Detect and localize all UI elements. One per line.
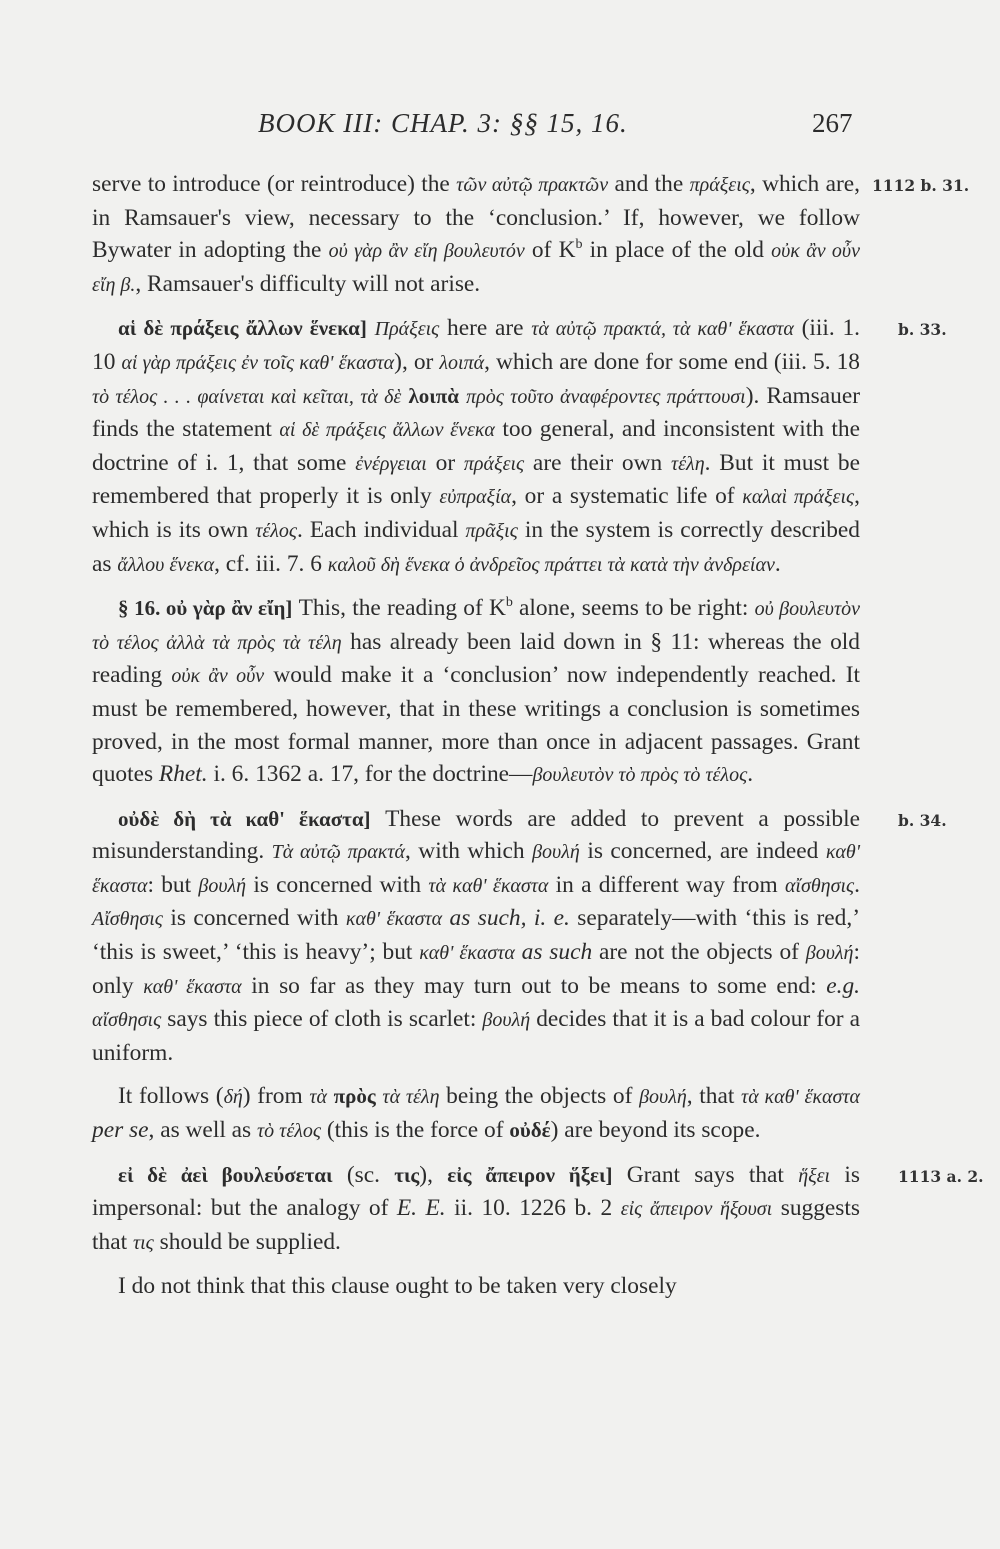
greek-text-bold: οὐδέ — [509, 1118, 551, 1143]
margin-reference-1: 1112 b. 31. — [872, 176, 970, 195]
greek-text: βουλή — [805, 942, 854, 965]
greek-text: ἐνέργειαι — [355, 452, 427, 475]
text — [327, 1083, 334, 1109]
greek-text: τὰ καθ' ἕκαστα — [741, 1086, 860, 1109]
text: ii. 10. 1226 b. 2 — [445, 1195, 621, 1222]
greek-text-bold: πρὸς — [333, 1084, 376, 1109]
commentary-text — [92, 168, 984, 1303]
text: , or a systematic life of — [511, 483, 743, 510]
greek-text: τὰ αὐτῷ πρακτά, τὰ καθ' ἕκαστα — [531, 318, 794, 341]
greek-text: ἥξει — [798, 1164, 831, 1187]
text: , as well as — [148, 1117, 257, 1144]
greek-text: τέλη — [671, 452, 705, 475]
paragraph-5 — [92, 1080, 860, 1147]
text: should be supplied. — [153, 1228, 341, 1255]
text: Grant says that — [612, 1161, 799, 1188]
greek-text-bold: λοιπὰ — [408, 383, 460, 408]
text: in so far as they may turn out to be means to some end: — [241, 972, 827, 999]
italic-text: e.g. — [826, 972, 860, 999]
greek-text: αἱ δὲ πράξεις ἄλλων ἕνεκα — [279, 419, 495, 442]
greek-text: πρᾶξις — [465, 519, 518, 542]
text: says this piece of cloth is scarlet: — [161, 1006, 483, 1033]
lemma: εἰ δὲ ἀεὶ βουλεύσεται — [118, 1162, 333, 1187]
running-header — [0, 108, 1000, 148]
greek-text: πράξεις — [689, 174, 750, 196]
text: , which are, in Ramsauer's view, necessary to the ‘conclusion.’ If, however, we follow Bywater in adopting the — [92, 171, 860, 264]
text: , cf. iii. 7. 6 — [214, 550, 328, 577]
text: . — [747, 761, 754, 788]
text: is concerned with — [162, 905, 346, 932]
greek-text: αἴσθησις — [92, 1009, 162, 1032]
lemma: εἰς ἄπειρον ἥξει] — [447, 1162, 613, 1187]
text: , Ramsauer's difficulty will not arise. — [135, 270, 481, 297]
greek-text: αἴσθησις — [784, 874, 855, 897]
text: separately—with ‘this is red,’ ‘this is sweet,’ ‘this is heavy’; but — [92, 905, 860, 966]
superscript: b — [575, 237, 583, 253]
greek-text: λοιπά — [439, 351, 485, 374]
paragraph-6 — [92, 1159, 984, 1260]
greek-text: τῶν αὐτῷ πρακτῶν — [456, 174, 609, 196]
text: , which are done for some end (iii. 5. 18 — [484, 348, 860, 375]
greek-text: οὐκ ἂν οὖν — [171, 665, 265, 688]
greek-text: τὰ τέλη — [382, 1086, 440, 1109]
greek-text: βουλή — [198, 874, 247, 897]
text: has already been laid down in § 11: whereas the old reading — [92, 628, 860, 689]
text: is concerned with — [246, 871, 429, 898]
text: too general, and inconsistent with the doctrine of i. 1, that some — [92, 416, 860, 476]
text: , with which — [404, 838, 533, 865]
margin-reference-4: 1113 a. 2. — [898, 1166, 984, 1186]
text: being the objects of — [439, 1083, 640, 1110]
greek-text: Αἴσθησις — [92, 908, 163, 931]
greek-text: καθ' ἕκαστα — [92, 841, 861, 897]
text: decides that it is a bad colour for a uniform. — [92, 1006, 860, 1066]
italic-text: E. E. — [396, 1195, 446, 1222]
greek-text: τὰ καθ' ἕκαστα — [428, 874, 549, 897]
paragraph-2 — [92, 312, 947, 581]
text: (iii. 1. 10 — [92, 315, 860, 375]
text: These words are added to prevent a possible misunderstanding. — [92, 805, 860, 865]
text: would make it a ‘conclusion’ now independently reached. It must be remembered, however, that in these writings a conclusion is sometimes proved, in the most formal manner, more than once in adjacent passages. Grant quotes — [92, 662, 860, 788]
greek-text: Πράξεις — [374, 318, 440, 341]
text: of K — [524, 237, 576, 264]
greek-text: καλαὶ πράξεις — [742, 486, 855, 509]
text: serve to introduce (or reintroduce) the — [92, 171, 457, 197]
text: (sc. — [332, 1161, 395, 1188]
italic-text: as such, i. e. — [449, 905, 570, 932]
greek-text: καθ' ἕκαστα — [419, 942, 515, 965]
lemma: οὐδὲ δὴ τὰ καθ' ἕκαστα] — [118, 806, 371, 831]
text: ) from — [242, 1083, 310, 1110]
paragraph-3 — [92, 592, 860, 792]
greek-text: οὐ γὰρ ἂν εἴη βουλευτόν — [328, 240, 525, 263]
page-number: 267 — [812, 108, 853, 138]
running-title: BOOK III: CHAP. 3: §§ 15, 16. — [258, 108, 628, 138]
greek-text: πρὸς τοῦτο ἀναφέροντες πράττουσι — [466, 385, 746, 408]
greek-text: Τὰ αὐτῷ πρακτά — [271, 841, 405, 864]
greek-text: αἱ γὰρ πράξεις ἐν τοῖς καθ' ἕκαστα — [121, 351, 395, 374]
margin-reference-3: b. 34. — [898, 810, 947, 830]
text: or — [426, 449, 464, 476]
margin-reference-2: b. 33. — [898, 320, 947, 340]
greek-text: τέλος — [255, 519, 298, 542]
greek-text: δή — [223, 1086, 243, 1109]
text: alone, seems to be right: — [512, 595, 755, 622]
text: . But it must be remembered that properly it is only — [92, 449, 861, 510]
text — [515, 939, 522, 965]
text: are not the objects of — [592, 939, 806, 966]
section-mark: § 16. — [118, 596, 161, 621]
text: . — [854, 871, 860, 898]
text: . Each individual — [297, 516, 466, 543]
text: ), or — [394, 348, 440, 375]
text: : only — [92, 939, 860, 999]
greek-text: πράξεις — [463, 452, 525, 475]
text: in a different way from — [548, 871, 785, 898]
greek-text: βουλευτὸν τὸ πρὸς τὸ τέλος — [532, 764, 748, 787]
italic-text: Rhet. — [158, 761, 208, 788]
paragraph-4 — [92, 803, 947, 1070]
italic-text: as such — [521, 939, 593, 966]
text: i. 6. 1362 a. 17, for the doctrine— — [207, 761, 533, 788]
greek-text: τὸ τέλος . . . φαίνεται καὶ κεῖται, τὰ δὲ — [92, 385, 402, 408]
italic-text: per se — [92, 1117, 149, 1144]
text: It follows ( — [118, 1083, 224, 1110]
greek-text: τις — [132, 1231, 154, 1254]
text: , which is its own — [92, 483, 860, 543]
text: is concerned, are indeed — [579, 838, 826, 865]
text: : but — [147, 871, 199, 898]
text: here are — [439, 315, 532, 342]
greek-text: καθ' ἕκαστα — [345, 908, 443, 931]
text: ). Ramsauer finds the statement — [92, 382, 861, 443]
lemma: οὐ γὰρ ἂν εἴη] — [160, 596, 293, 621]
lemma: τις — [394, 1162, 420, 1187]
text: in the system is correctly described as — [92, 516, 860, 577]
greek-text: τὰ — [309, 1086, 327, 1109]
greek-text: τὸ τέλος — [257, 1120, 321, 1143]
greek-text: βουλή — [639, 1086, 687, 1109]
greek-text: καλοῦ δὴ ἕνεκα ὁ ἀνδρεῖος πράττει τὰ κατὰ τὴν ἀνδρείαν — [327, 553, 775, 576]
text: , that — [686, 1083, 742, 1110]
lemma: αἱ δὲ πράξεις ἄλλων ἕνεκα] — [118, 316, 367, 341]
paragraph-1 — [92, 168, 970, 301]
greek-text: οὐ βουλευτὸν τὸ τέλος ἀλλὰ τὰ πρὸς τὰ τέλη — [92, 598, 861, 654]
text: and the — [608, 171, 690, 197]
paragraph-7 — [92, 1270, 860, 1303]
greek-text: βουλή — [532, 841, 580, 864]
text: in place of the old — [582, 237, 772, 264]
text: I do not think that this clause ought to be taken very closely — [118, 1273, 677, 1300]
text: . — [774, 550, 781, 577]
greek-text: οὐκ ἂν οὖν εἴη β. — [92, 240, 860, 296]
text: (this is the force of — [320, 1117, 510, 1144]
superscript: b — [505, 595, 513, 611]
text: ) are beyond its scope. — [550, 1117, 761, 1144]
text: ), — [419, 1161, 448, 1188]
text — [442, 905, 449, 931]
text: suggests that — [92, 1195, 860, 1255]
greek-text: ἄλλου ἕνεκα — [117, 553, 215, 576]
text — [367, 315, 375, 341]
greek-text: εἰς ἄπειρον ἥξουσι — [620, 1198, 773, 1221]
greek-text: εὐπραξία — [439, 486, 512, 509]
greek-text: καθ' ἕκαστα — [143, 975, 242, 998]
text: are their own — [524, 449, 672, 476]
text: is impersonal: but the analogy of — [92, 1161, 860, 1222]
text: This, the reading of K — [292, 595, 506, 622]
greek-text: βουλή — [482, 1009, 531, 1032]
